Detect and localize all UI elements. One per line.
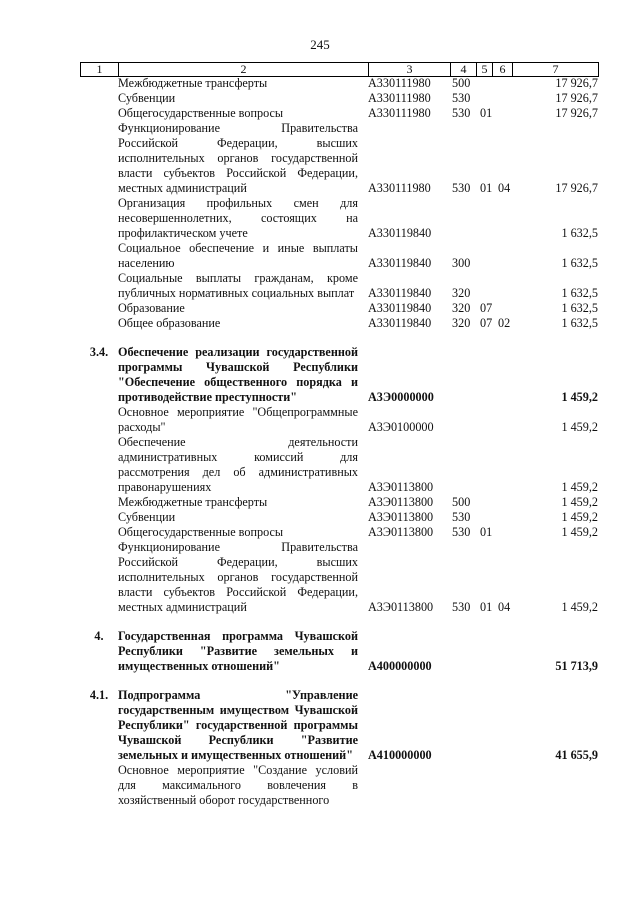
row-number	[80, 196, 118, 241]
header-col-4: 4	[451, 63, 477, 77]
row-name: Обеспечение деятельности административных комиссий для рассмотрения дел об административных правонарушениях	[118, 435, 358, 494]
row-number	[80, 76, 118, 91]
row-expense-type: 320	[452, 286, 471, 300]
row-number	[80, 316, 118, 331]
row-amount: 1 632,5	[561, 286, 598, 300]
row-amount: 1 459,2	[561, 390, 598, 404]
row-name: Субвенции	[118, 510, 176, 524]
row-amount: 1 459,2	[561, 420, 598, 434]
row-name: Межбюджетные трансферты	[118, 495, 268, 509]
row-amount: 1 632,5	[561, 256, 598, 270]
row-expense-type: 530	[452, 525, 471, 539]
row-number	[80, 525, 118, 540]
row-amount: 1 459,2	[561, 600, 598, 614]
row-name: Социальное обеспечение и иные выплаты населению	[118, 241, 358, 270]
row-name: Подпрограмма "Управление государственным имуществом Чувашской Республики" государственной программы Чувашской Республики "Развитие земельных и имущественных отношений"	[118, 688, 358, 762]
table-row	[80, 525, 600, 540]
row-name: Общее образование	[118, 316, 221, 330]
row-code: А330119840	[368, 226, 432, 240]
row-amount: 1 459,2	[561, 510, 598, 524]
row-expense-type: 500	[452, 76, 471, 90]
table-row	[80, 405, 600, 435]
row-code: А330119840	[368, 256, 432, 270]
row-subsection: 02	[498, 316, 511, 330]
row-number	[80, 91, 118, 106]
row-code: А3Э0113800	[368, 480, 434, 494]
row-expense-type: 300	[452, 256, 471, 270]
row-amount: 1 459,2	[561, 495, 598, 509]
table-row	[80, 510, 600, 525]
page-number: 245	[310, 37, 330, 52]
row-amount: 17 926,7	[555, 181, 598, 195]
row-code: А330111980	[368, 91, 431, 105]
row-code: А3Э0000000	[368, 390, 434, 404]
table-row	[80, 271, 600, 301]
table-body	[80, 76, 600, 808]
row-amount: 17 926,7	[555, 76, 598, 90]
header-col-1: 1	[81, 63, 119, 77]
header-col-3: 3	[369, 63, 451, 77]
row-name: Обеспечение реализации государственной программы Чувашской Республики "Обеспечение общественного порядка и противодействие преступности"	[118, 345, 358, 404]
table-row	[80, 106, 600, 121]
row-expense-type: 500	[452, 495, 471, 509]
table-row	[80, 121, 600, 196]
row-section: 01	[480, 600, 493, 614]
header-col-5: 5	[477, 63, 493, 77]
row-code: А330111980	[368, 76, 431, 90]
table-row	[80, 688, 600, 763]
row-subsection: 04	[498, 600, 511, 614]
table-row	[80, 241, 600, 271]
row-amount: 1 459,2	[561, 480, 598, 494]
header-col-6: 6	[493, 63, 513, 77]
row-code: А330119840	[368, 286, 432, 300]
row-name: Организация профильных смен для несовершеннолетних, состоящих на профилактическом учете	[118, 196, 358, 240]
row-code: А3Э0113800	[368, 495, 434, 509]
row-expense-type: 530	[452, 600, 471, 614]
row-name: Общегосударственные вопросы	[118, 106, 284, 120]
row-code: А330119840	[368, 316, 432, 330]
row-code: А400000000	[368, 659, 432, 673]
row-code: А330119840	[368, 301, 432, 315]
row-number: 3.4.	[89, 345, 109, 359]
row-name: Образование	[118, 301, 185, 315]
table-row	[80, 435, 600, 495]
row-section: 01	[480, 181, 493, 195]
row-expense-type: 530	[452, 91, 471, 105]
row-code: А3Э0100000	[368, 420, 434, 434]
row-amount: 1 632,5	[561, 301, 598, 315]
row-expense-type: 320	[452, 316, 471, 330]
row-number	[80, 435, 118, 495]
table-row	[80, 540, 600, 615]
header-col-7: 7	[513, 63, 599, 77]
row-name: Основное мероприятие "Создание условий для максимального вовлечения в хозяйственный оборот государственного	[118, 763, 358, 807]
row-name: Функционирование Правительства Российской Федерации, высших исполнительных органов государственной власти субъектов Российской Федерации, местных администраций	[118, 121, 358, 195]
row-number: 4.1.	[89, 688, 109, 702]
table-row	[80, 495, 600, 510]
row-number	[80, 121, 118, 196]
row-amount: 41 655,9	[555, 748, 598, 762]
row-name: Межбюджетные трансферты	[118, 76, 268, 90]
row-expense-type: 530	[452, 106, 471, 120]
row-name: Основное мероприятие "Общепрограммные расходы"	[118, 405, 358, 434]
row-number	[80, 405, 118, 435]
row-section: 07	[480, 316, 493, 330]
row-expense-type: 320	[452, 301, 471, 315]
row-section: 07	[480, 301, 493, 315]
table-row	[80, 763, 600, 808]
row-subsection: 04	[498, 181, 511, 195]
table-row	[80, 76, 600, 91]
row-number	[80, 241, 118, 271]
table-row	[80, 345, 600, 405]
row-amount: 17 926,7	[555, 91, 598, 105]
row-code: А3Э0113800	[368, 510, 434, 524]
row-number	[80, 271, 118, 301]
row-amount: 1 459,2	[561, 525, 598, 539]
table-row	[80, 316, 600, 331]
row-number	[80, 763, 118, 808]
table-row	[80, 301, 600, 316]
table-row	[80, 91, 600, 106]
row-amount: 51 713,9	[555, 659, 598, 673]
table-row	[80, 629, 600, 674]
row-number	[80, 301, 118, 316]
row-name: Субвенции	[118, 91, 176, 105]
row-name: Общегосударственные вопросы	[118, 525, 284, 539]
row-code: А410000000	[368, 748, 432, 762]
header-col-2: 2	[119, 63, 369, 77]
row-section: 01	[480, 525, 493, 539]
row-number	[80, 495, 118, 510]
row-code: А330111980	[368, 106, 431, 120]
row-name: Функционирование Правительства Российской Федерации, высших исполнительных органов государственной власти субъектов Российской Федерации, местных администраций	[118, 540, 358, 614]
row-expense-type: 530	[452, 510, 471, 524]
row-section: 01	[480, 106, 493, 120]
row-amount: 17 926,7	[555, 106, 598, 120]
row-code: А3Э0113800	[368, 525, 434, 539]
row-name: Государственная программа Чувашской Республики "Развитие земельных и имущественных отношений"	[118, 629, 358, 673]
row-code: А3Э0113800	[368, 600, 434, 614]
row-code: А330111980	[368, 181, 431, 195]
table-header	[80, 62, 599, 77]
row-number	[80, 510, 118, 525]
row-number	[80, 106, 118, 121]
row-amount: 1 632,5	[561, 226, 598, 240]
row-name: Социальные выплаты гражданам, кроме публичных нормативных социальных выплат	[118, 271, 358, 300]
row-number	[80, 540, 118, 615]
row-number: 4.	[94, 629, 104, 643]
table-row	[80, 196, 600, 241]
row-expense-type: 530	[452, 181, 471, 195]
row-amount: 1 632,5	[561, 316, 598, 330]
